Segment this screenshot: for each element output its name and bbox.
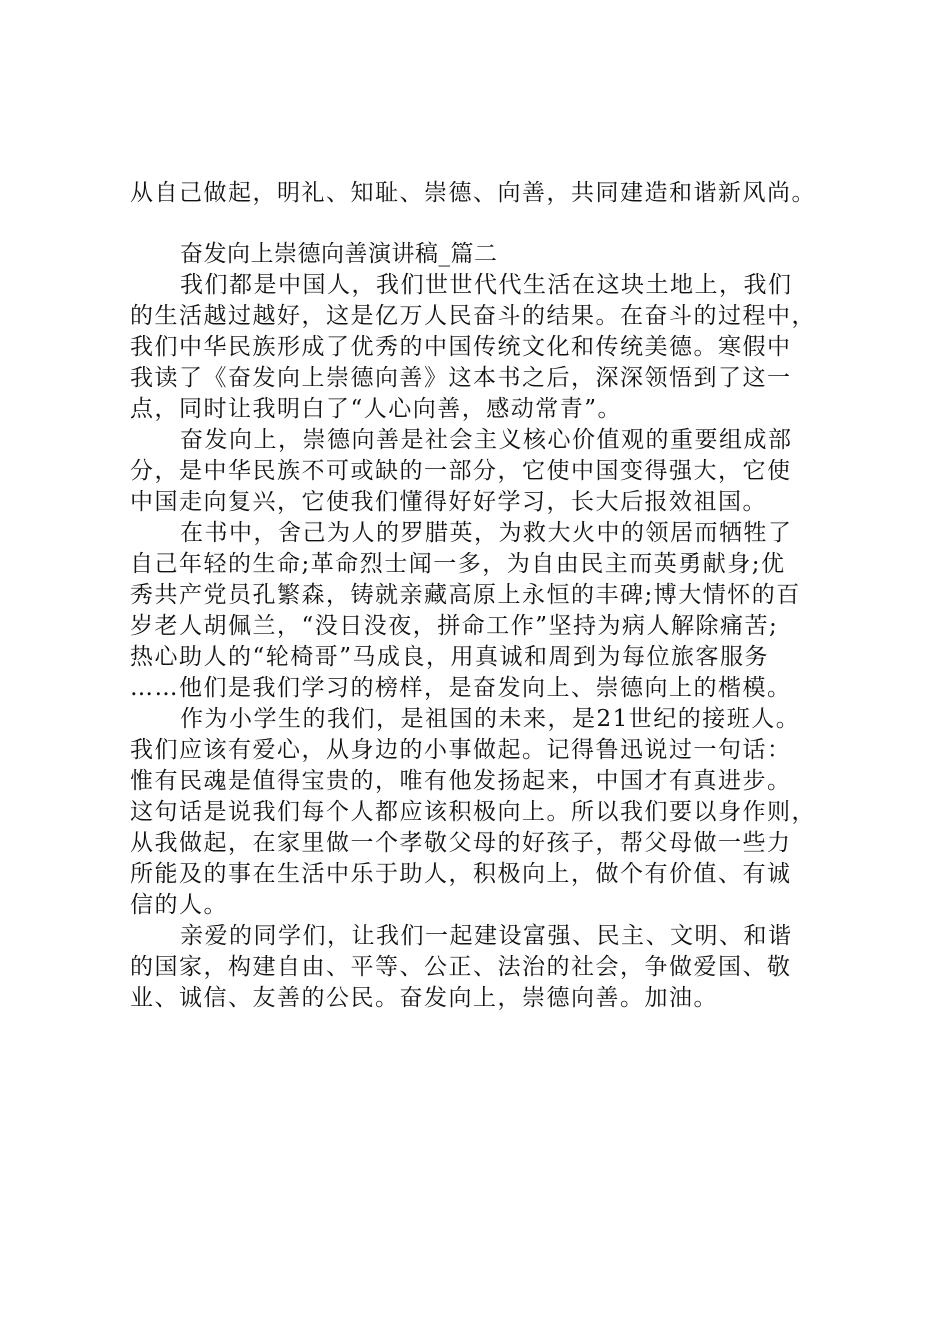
paragraph-line: 自己年轻的生命;革命烈士闻一多，为自由民主而英勇献身;优 <box>130 551 786 577</box>
paragraph-line: 信的人。 <box>130 892 228 918</box>
paragraph-line: 在书中，舍己为人的罗腊英，为救大火中的领居而牺牲了 <box>180 520 793 546</box>
paragraph-line: 惟有民魂是值得宝贵的，唯有他发扬起来，中国才有真进步。 <box>130 768 792 794</box>
section-title: 奋发向上崇德向善演讲稿_篇二 <box>180 241 498 267</box>
paragraph-line: 秀共产党员孔繁森，铸就亲藏高原上永恒的丰碑;博大情怀的百 <box>130 582 801 608</box>
paragraph-line: 热心助人的“轮椅哥”马成良，用真诚和周到为每位旅客服务 <box>130 644 770 670</box>
paragraph-line: 所能及的事在生活中乐于助人，积极向上，做个有价值、有诚 <box>130 861 792 887</box>
paragraph-line: 的生活越过越好，这是亿万人民奋斗的结果。在奋斗的过程中， <box>130 303 816 329</box>
paragraph-line: 我们都是中国人，我们世世代代生活在这块土地上，我们 <box>180 272 793 298</box>
paragraph-line: 我们中华民族形成了优秀的中国传统文化和传统美德。寒假中 <box>130 334 792 360</box>
paragraph-line: ……他们是我们学习的榜样，是奋发向上、崇德向上的楷模。 <box>130 675 792 701</box>
paragraph-line: 亲爱的同学们，让我们一起建设富强、民主、文明、和谐 <box>180 923 793 949</box>
paragraph-line: 从我做起，在家里做一个孝敬父母的好孩子，帮父母做一些力 <box>130 830 792 856</box>
paragraph-line: 这句话是说我们每个人都应该积极向上。所以我们要以身作则， <box>130 799 816 825</box>
paragraph-line: 中国走向复兴，它使我们懂得好好学习，长大后报效祖国。 <box>130 489 767 515</box>
paragraph-line: 的国家，构建自由、平等、公正、法治的社会，争做爱国、敬 <box>130 954 792 980</box>
paragraph-line: 作为小学生的我们，是祖国的未来，是21世纪的接班人。 <box>180 706 801 732</box>
paragraph-line: 岁老人胡佩兰，“没日没夜，拼命工作”坚持为病人解除痛苦; <box>130 613 779 639</box>
paragraph-line: 我读了《奋发向上崇德向善》这本书之后，深深领悟到了这一 <box>130 365 792 391</box>
text-line: 从自己做起，明礼、知耻、崇德、向善，共同建造和谐新风尚。 <box>130 180 816 206</box>
paragraph-line: 业、诚信、友善的公民。奋发向上，崇德向善。加油。 <box>130 985 718 1011</box>
paragraph-line: 点，同时让我明白了“人心向善，感动常青”。 <box>130 396 623 422</box>
paragraph-line: 我们应该有爱心，从身边的小事做起。记得鲁迅说过一句话： <box>130 737 792 763</box>
paragraph-line: 分，是中华民族不可或缺的一部分，它使中国变得强大，它使 <box>130 458 792 484</box>
paragraph-line: 奋发向上，崇德向善是社会主义核心价值观的重要组成部 <box>180 427 793 453</box>
